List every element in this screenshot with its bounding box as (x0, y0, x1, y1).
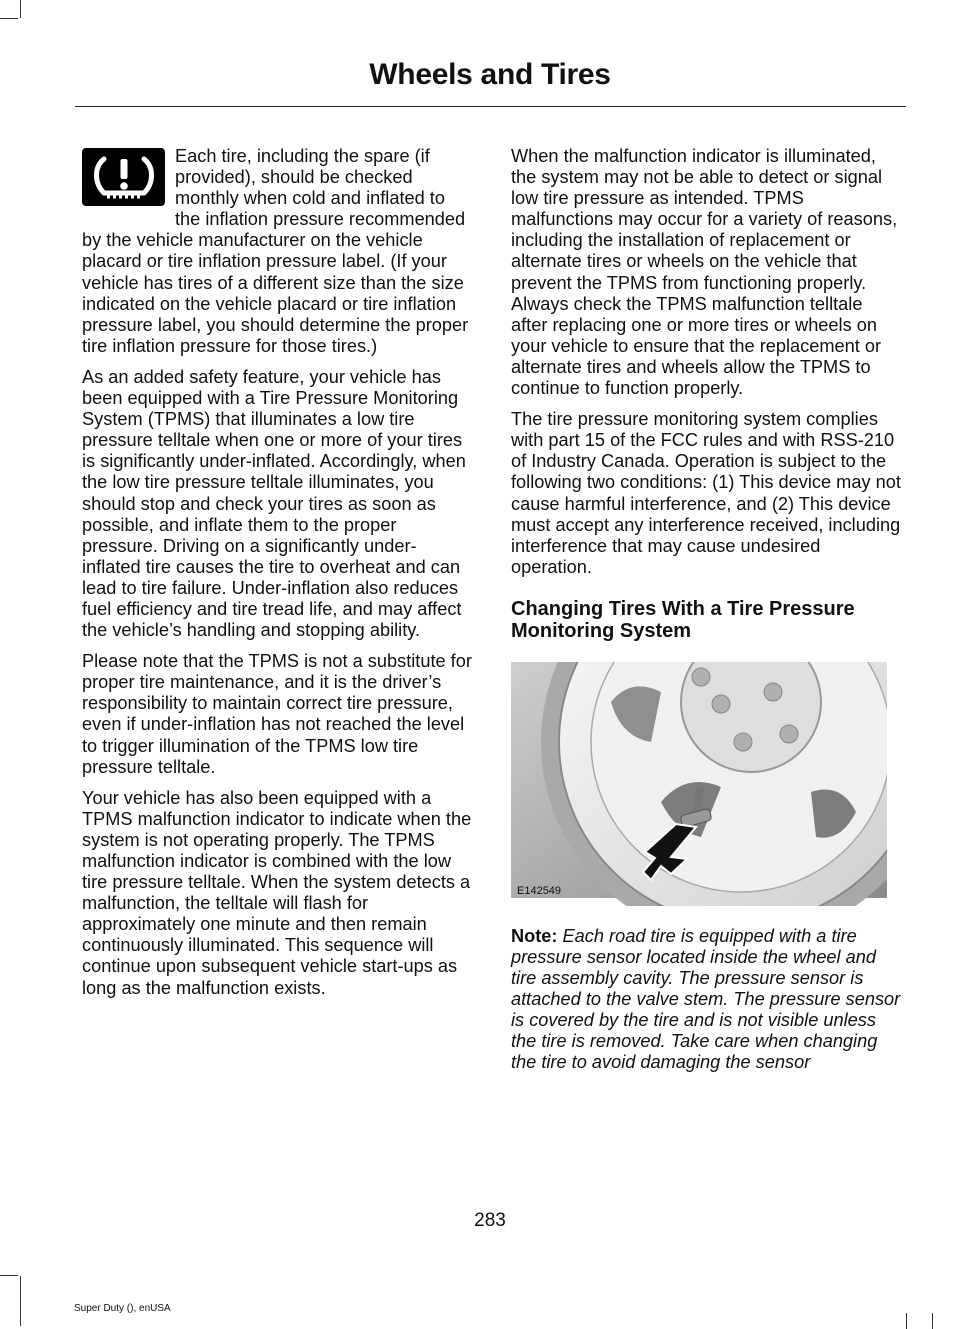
figure-code: E142549 (517, 884, 562, 897)
paragraph: As an added safety feature, your vehicle has been equipped with a Tire Pressure Monitoring System (TPMS) that illuminates a low tire pressure telltale when one or more of your tires is significantly under-inflated. Accordingly, when the low tire pressure telltale illuminates, you should stop and check your tires as soon as possible, and inflate them to the proper pressure. Driving on a significantly under-inflated tire causes the tire to overheat and can lead to tire failure. Under-inflation also reduces fuel efficiency and tire tread life, and may affect the vehicle’s handling and stopping ability. (82, 366, 466, 641)
paragraph: When the malfunction indicator is illuminated, the system may not be able to detect or signal low tire pressure as intended. TPMS malfunctions may occur for a variety of reasons, including the installation of replacement or alternate tires or wheels on the vehicle that prevent the TPMS from functioning properly. Always check the TPMS malfunction telltale after replacing one or more tires or wheels on your vehicle to ensure that the replacement or alternate tires and wheels allow the TPMS to continue to function properly. (511, 146, 898, 399)
crop-mark (0, 1275, 18, 1276)
page-number: 283 (474, 1210, 506, 1231)
wheel-illustration (511, 662, 887, 906)
crop-mark (20, 0, 21, 18)
footer-text: Super Duty (), enUSA (74, 1303, 171, 1314)
paragraph: Please note that the TPMS is not a substitute for proper tire maintenance, and it is the driver’s responsibility to maintain correct tire pressure, even if under-inflation has not reached the level to trigger illumination of the TPMS low tire pressure telltale. (82, 651, 472, 777)
crop-mark (932, 1313, 933, 1329)
crop-mark (0, 18, 18, 19)
paragraph-text: Each tire, including the spare (if provided), should be checked monthly when cold and inflated to the inflation pressure recommended by the vehicle manufacturer on the vehicle placard or tire inflation pressure label. (If your vehicle has tires of a different size than the size indicated on the vehicle placard or tire inflation pressure label, you should determine the proper tire inflation pressure for those tires.) (82, 146, 469, 356)
header-divider (75, 106, 906, 107)
tire-pressure-warning-icon (82, 148, 165, 206)
left-column (82, 146, 472, 1009)
section-heading: Changing Tires With a Tire Pressure Monitoring System (511, 597, 855, 642)
paragraph: Your vehicle has also been equipped with a TPMS malfunction indicator to indicate when the system is not operating properly. The TPMS malfunction indicator is combined with the low tire pressure telltale. When the system detects a malfunction, the telltale will flash for approximately one minute and then remain continuously illuminated. This sequence will continue upon subsequent vehicle start-ups as long as the malfunction exists. (82, 787, 472, 998)
page-title: Wheels and Tires (369, 58, 611, 91)
paragraph (82, 146, 472, 357)
note (511, 926, 903, 1074)
right-column (511, 146, 903, 1084)
note-text: Each road tire is equipped with a tire pressure sensor located inside the wheel and tire assembly cavity. The pressure sensor is attached to the valve stem. The pressure sensor is covered by the tire and is not visible unless the tire is removed. Take care when changing the tire to avoid damaging the sensor (511, 925, 901, 1073)
paragraph: The tire pressure monitoring system complies with part 15 of the FCC rules and with RSS-210 of Industry Canada. Operation is subject to the following two conditions: (1) This device may not cause harmful interference, and (2) This device must accept any interference received, including interference that may cause undesired operation. (511, 409, 901, 577)
crop-mark (906, 1313, 907, 1329)
note-label: Note: (511, 925, 558, 946)
crop-mark (20, 1276, 21, 1326)
